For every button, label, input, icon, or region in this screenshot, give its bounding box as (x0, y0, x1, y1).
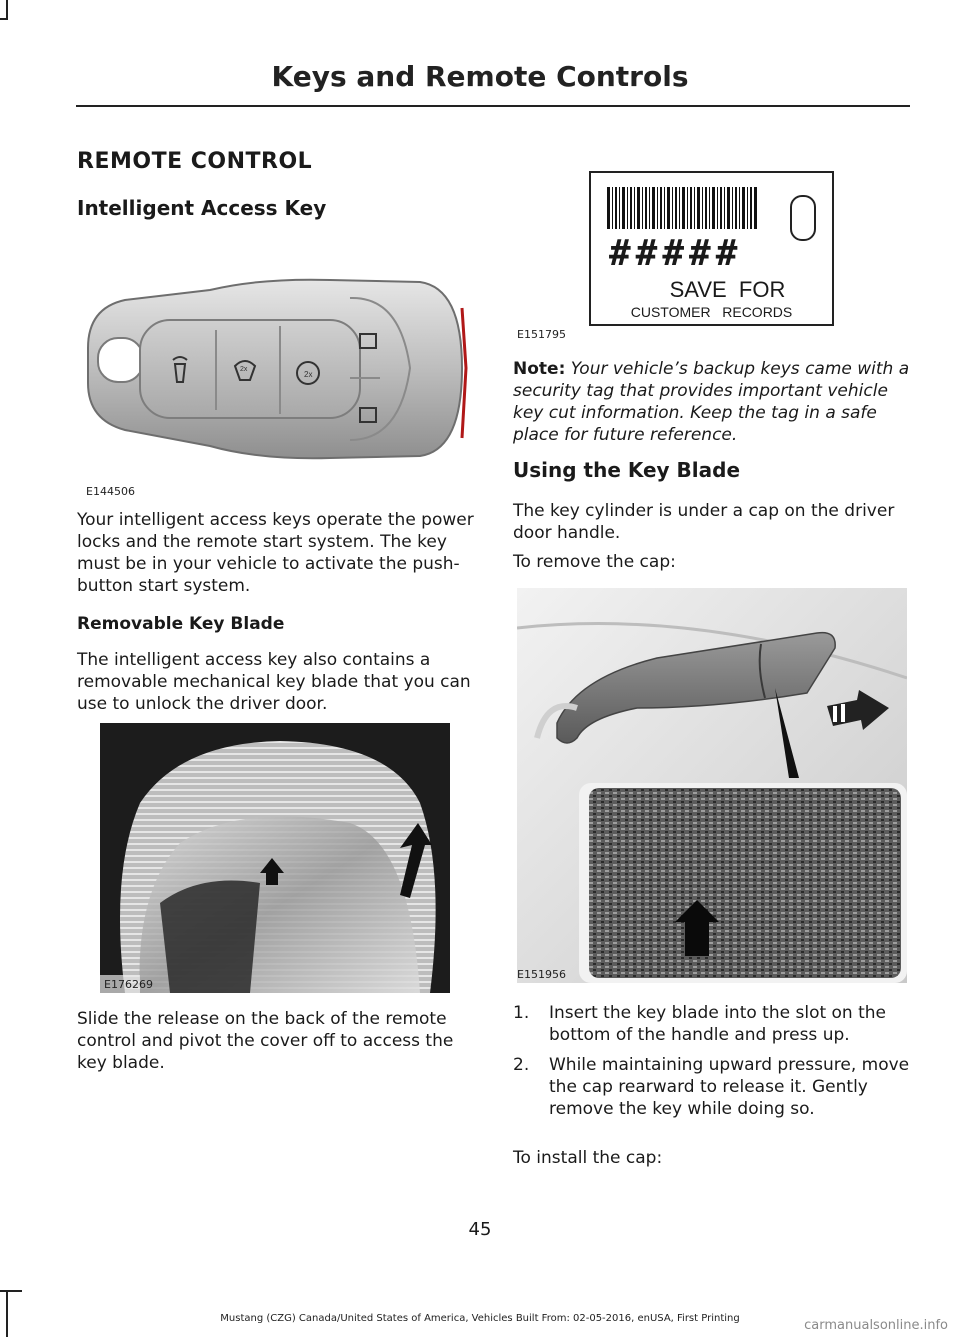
figure-label: E151795 (517, 328, 566, 341)
note-text: Your vehicle’s backup keys came with a security tag that provides important vehicle key cut information. Keep the tag in a safe place for future reference. (513, 359, 910, 445)
svg-text:2x: 2x (240, 366, 248, 373)
backup-keys-note (513, 358, 913, 446)
figure-label: E144506 (86, 485, 135, 498)
remove-cap-steps (513, 1002, 913, 1128)
figure-label: E176269 (104, 978, 153, 991)
subsection-title: Intelligent Access Key (77, 196, 327, 220)
security-tag-card (589, 171, 834, 326)
barcode-graphic (607, 187, 757, 229)
intelligent-key-illustration (80, 268, 470, 468)
key-back-cover-illustration (100, 723, 450, 993)
crop-mark (6, 0, 8, 20)
header-rule (76, 105, 910, 107)
list-item (513, 1002, 913, 1046)
install-cap-intro: To install the cap: (513, 1148, 663, 1168)
step-number: 1. (513, 1003, 530, 1023)
step-text: Insert the key blade into the slot on the bottom of the handle and press up. (549, 1003, 887, 1045)
release-cover-instruction: Slide the release on the back of the remote control and pivot the cover off to access the key blade. (77, 1009, 454, 1073)
key-ring-hole (790, 195, 816, 241)
intelligent-key-description: Your intelligent access keys operate the power locks and the remote start system. The key must be in your vehicle to activate the push-button start system. (77, 510, 474, 596)
list-item (513, 1054, 913, 1120)
removable-key-blade-description: The intelligent access key also contains a removable mechanical key blade that you can use to unlock the driver door. (77, 650, 471, 714)
section-title: REMOTE CONTROL (77, 149, 313, 174)
watermark: carmanualsonline.info (804, 1318, 948, 1333)
step-text: While maintaining upward pressure, move the cap rearward to release it. Gently remove the key while doing so. (549, 1055, 910, 1119)
crop-mark (0, 18, 8, 20)
figure-label: E151956 (517, 968, 566, 981)
tag-save-for: SAVE FOR (669, 277, 786, 302)
print-info: Mustang (CZG) Canada/United States of America, Vehicles Built From: 02-05-2016, enUSA, First Printing (220, 1313, 740, 1324)
using-key-blade-heading: Using the Key Blade (513, 458, 741, 482)
key-cylinder-description: The key cylinder is under a cap on the driver door handle. (513, 501, 895, 543)
crop-mark (0, 1290, 22, 1292)
tag-customer-records: CUSTOMER RECORDS (630, 304, 793, 320)
door-handle-illustration (517, 588, 907, 983)
svg-text:2x: 2x (304, 370, 313, 379)
page-header-title: Keys and Remote Controls (271, 60, 689, 93)
note-label: Note: (513, 359, 566, 379)
page-number: 45 (468, 1219, 492, 1240)
removable-key-blade-heading: Removable Key Blade (77, 614, 285, 634)
step-number: 2. (513, 1055, 530, 1075)
tag-hash-code: ##### (609, 233, 743, 274)
remove-cap-intro: To remove the cap: (513, 552, 676, 572)
